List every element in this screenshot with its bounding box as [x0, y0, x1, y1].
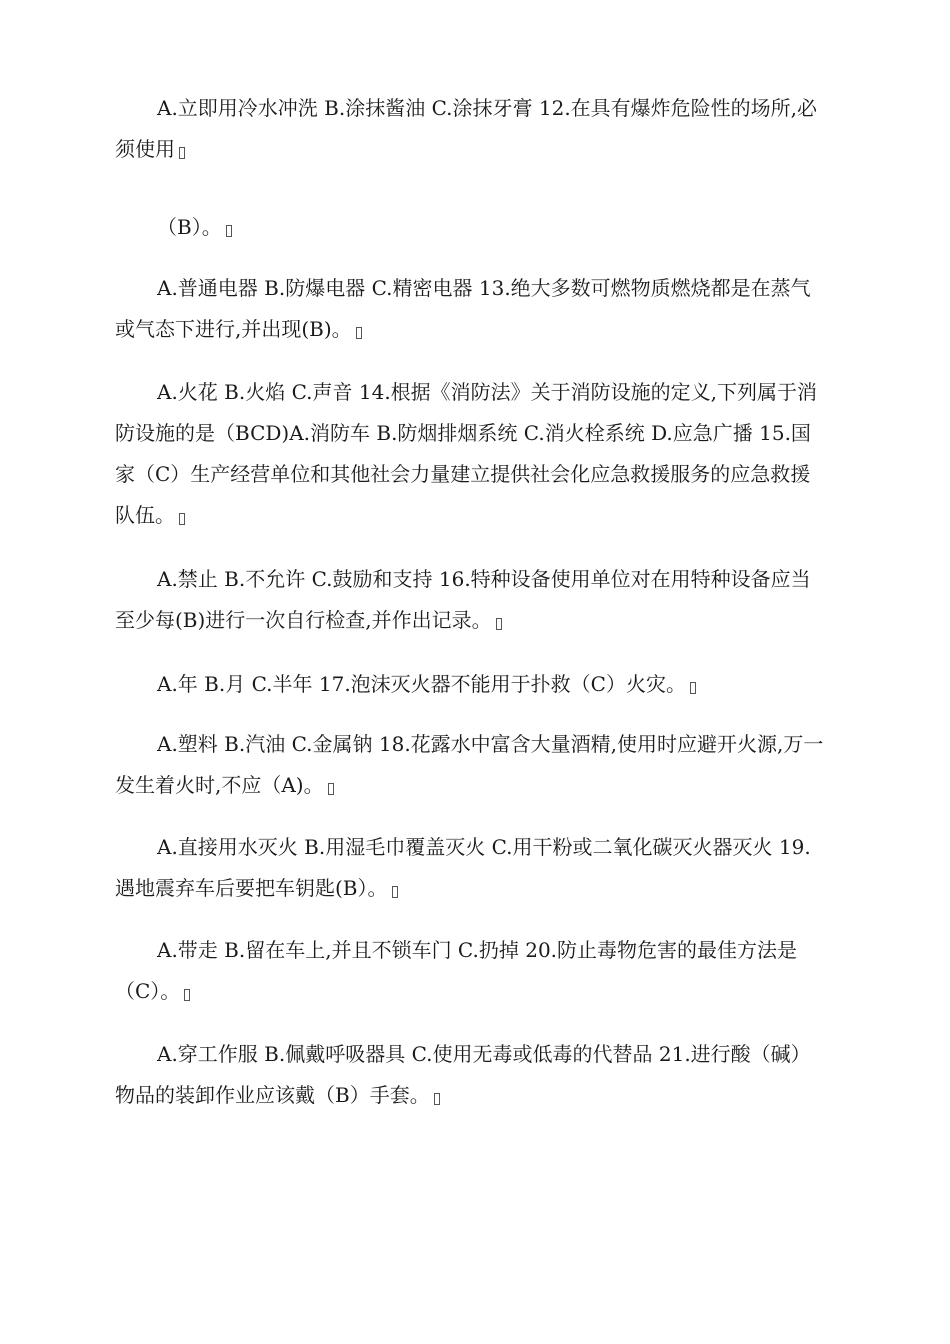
- paragraph-text: A.禁止 B.不允许 C.鼓励和支持 16.特种设备使用单位对在用特种设备应当至少每(B)进行一次自行检查,并作出记录。: [115, 567, 811, 632]
- paragraph-2: [115, 207, 830, 248]
- paragraph-text: A.火花 B.火焰 C.声音 14.根据《消防法》关于消防设施的定义,下列属于消防设施的是（BCD)A.消防车 B.防烟排烟系统 C.消火栓系统 D.应急广播 15.国家（C）生产经营单位和其他社会力量建立提供社会化应急救援服务的应急救援队伍。: [115, 380, 818, 527]
- paragraph-mark-icon: [226, 225, 232, 237]
- paragraph-mark-icon: [434, 1093, 440, 1105]
- paragraph-6: [115, 664, 830, 705]
- paragraph-mark-icon: [184, 989, 190, 1001]
- paragraph-text: （B）。: [157, 215, 222, 239]
- paragraph-mark-icon: [179, 513, 185, 525]
- paragraph-4: [115, 372, 830, 536]
- paragraph-text: A.普通电器 B.防爆电器 C.精密电器 13.绝大多数可燃物质燃烧都是在蒸气或气态下进行,并出现(B)。: [115, 276, 811, 341]
- paragraph-mark-icon: [328, 783, 334, 795]
- paragraph-mark-icon: [179, 147, 185, 159]
- paragraph-text: A.年 B.月 C.半年 17.泡沫灭火器不能用于扑救（C）火灾。: [157, 672, 686, 696]
- paragraph-text: A.立即用冷水冲洗 B.涂抹酱油 C.涂抹牙膏 12.在具有爆炸危险性的场所,必须使用: [115, 96, 818, 161]
- paragraph-10: [115, 1034, 830, 1116]
- paragraph-mark-icon: [496, 618, 502, 630]
- paragraph-mark-icon: [690, 682, 696, 694]
- paragraph-5: [115, 559, 830, 641]
- paragraph-mark-icon: [356, 327, 362, 339]
- paragraph-text: A.直接用水灭火 B.用湿毛巾覆盖灭火 C.用干粉或二氧化碳灭火器灭火 19.遇地震弃车后要把车钥匙(B）。: [115, 835, 811, 900]
- paragraph-mark-icon: [392, 886, 398, 898]
- paragraph-text: A.穿工作服 B.佩戴呼吸器具 C.使用无毒或低毒的代替品 21.进行酸（碱）物品的装卸作业应该戴（B）手套。: [115, 1042, 811, 1107]
- paragraph-3: [115, 268, 830, 350]
- paragraph-7: [115, 724, 830, 806]
- paragraph-text: A.带走 B.留在车上,并且不锁车门 C.扔掉 20.防止毒物危害的最佳方法是（C）。: [115, 938, 798, 1003]
- paragraph-8: [115, 827, 830, 909]
- paragraph-9: [115, 930, 830, 1012]
- paragraph-1: [115, 88, 830, 170]
- paragraph-text: A.塑料 B.汽油 C.金属钠 18.花露水中富含大量酒精,使用时应避开火源,万一发生着火时,不应（A)。: [115, 732, 824, 797]
